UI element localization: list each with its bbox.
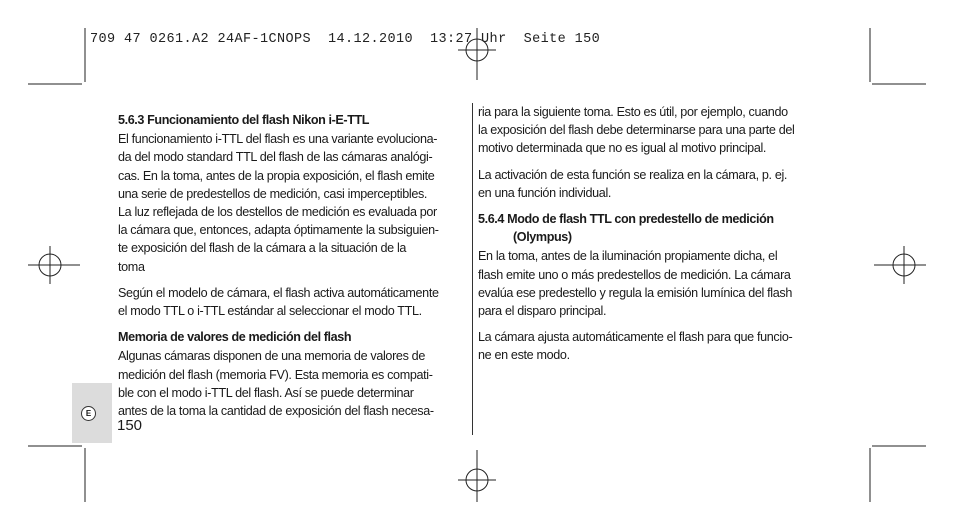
registration-mark-bottom — [458, 450, 496, 502]
text-line: para el disparo principal. — [478, 304, 607, 319]
subheading-fv-memory: Memoria de valores de medición del flash — [118, 330, 352, 345]
text-line: En la toma, antes de la iluminación propiamente dicha, el — [478, 249, 778, 264]
page-number: 150 — [117, 417, 143, 434]
paragraph-activation — [478, 166, 828, 202]
text-line: la exposición del flash debe determinarse para una parte del — [478, 123, 795, 138]
paragraph-fv-memory — [118, 347, 468, 420]
paragraph-auto-adjust — [478, 328, 828, 364]
text-line: motivo determinada que no es igual al motivo principal. — [478, 141, 767, 156]
text-line: ne en este modo. — [478, 348, 570, 363]
language-badge-icon: E — [81, 406, 96, 421]
paragraph-itl-description — [118, 130, 468, 276]
text-line: la cámara que, entonces, adapta óptimamente la subsiguien- — [118, 223, 439, 238]
text-line: en una función individual. — [478, 185, 612, 200]
heading-line: 5.6.4 Modo de flash TTL con predestello de medición — [478, 212, 774, 227]
text-line: una serie de predestellos de medición, casi imperceptibles. — [118, 186, 428, 201]
column-divider — [472, 103, 473, 435]
text-line: evalúa ese predestello y regula la emisión lumínica del flash — [478, 285, 792, 300]
heading-line-olympus: (Olympus) — [513, 230, 572, 245]
text-line: el modo TTL o i-TTL estándar al seleccionar el modo TTL. — [118, 304, 422, 319]
text-line: cas. En la toma, antes de la propia exposición, el flash emite — [118, 168, 435, 183]
print-slug-header: 709 47 0261.A2 24AF-1CNOPS 14.12.2010 13:27 Uhr Seite 150 — [90, 32, 601, 47]
text-line: La luz reflejada de los destellos de medición es evaluada por — [118, 205, 437, 220]
text-line: medición del flash (memoria FV). Esta memoria es compati- — [118, 367, 433, 382]
paragraph-fv-memory-continued — [478, 103, 828, 158]
text-line: La activación de esta función se realiza en la cámara, p. ej. — [478, 167, 788, 182]
registration-mark-left — [28, 246, 80, 284]
text-line: antes de la toma la cantidad de exposición del flash necesa- — [118, 404, 434, 419]
text-line: flash emite uno o más predestellos de medición. La cámara — [478, 267, 791, 282]
text-line: da del modo standard TTL del flash de las cámaras analógi- — [118, 150, 433, 165]
text-line: Según el modelo de cámara, el flash activa automáticamente — [118, 285, 439, 300]
text-line: La cámara ajusta automáticamente el flash para que funcio- — [478, 330, 793, 345]
section-heading-5-6-3: 5.6.3 Funcionamiento del flash Nikon i-E-TTL — [118, 113, 370, 127]
paragraph-camera-model — [118, 284, 468, 320]
text-line: Algunas cámaras disponen de una memoria de valores de — [118, 349, 425, 364]
paragraph-pre-flash — [478, 247, 828, 320]
right-column — [478, 103, 828, 373]
text-line: toma — [118, 259, 145, 274]
text-line: ria para la siguiente toma. Esto es útil, por ejemplo, cuando — [478, 105, 788, 119]
text-line: ble con el modo i-TTL del flash. Así se puede determinar — [118, 385, 414, 400]
section-heading-5-6-4 — [478, 210, 828, 246]
left-column — [118, 111, 468, 428]
registration-mark-right — [874, 246, 926, 284]
text-line: te exposición del flash de la cámara a la situación de la — [118, 241, 407, 256]
text-line: El funcionamiento i-TTL del flash es una variante evoluciona- — [118, 132, 438, 147]
